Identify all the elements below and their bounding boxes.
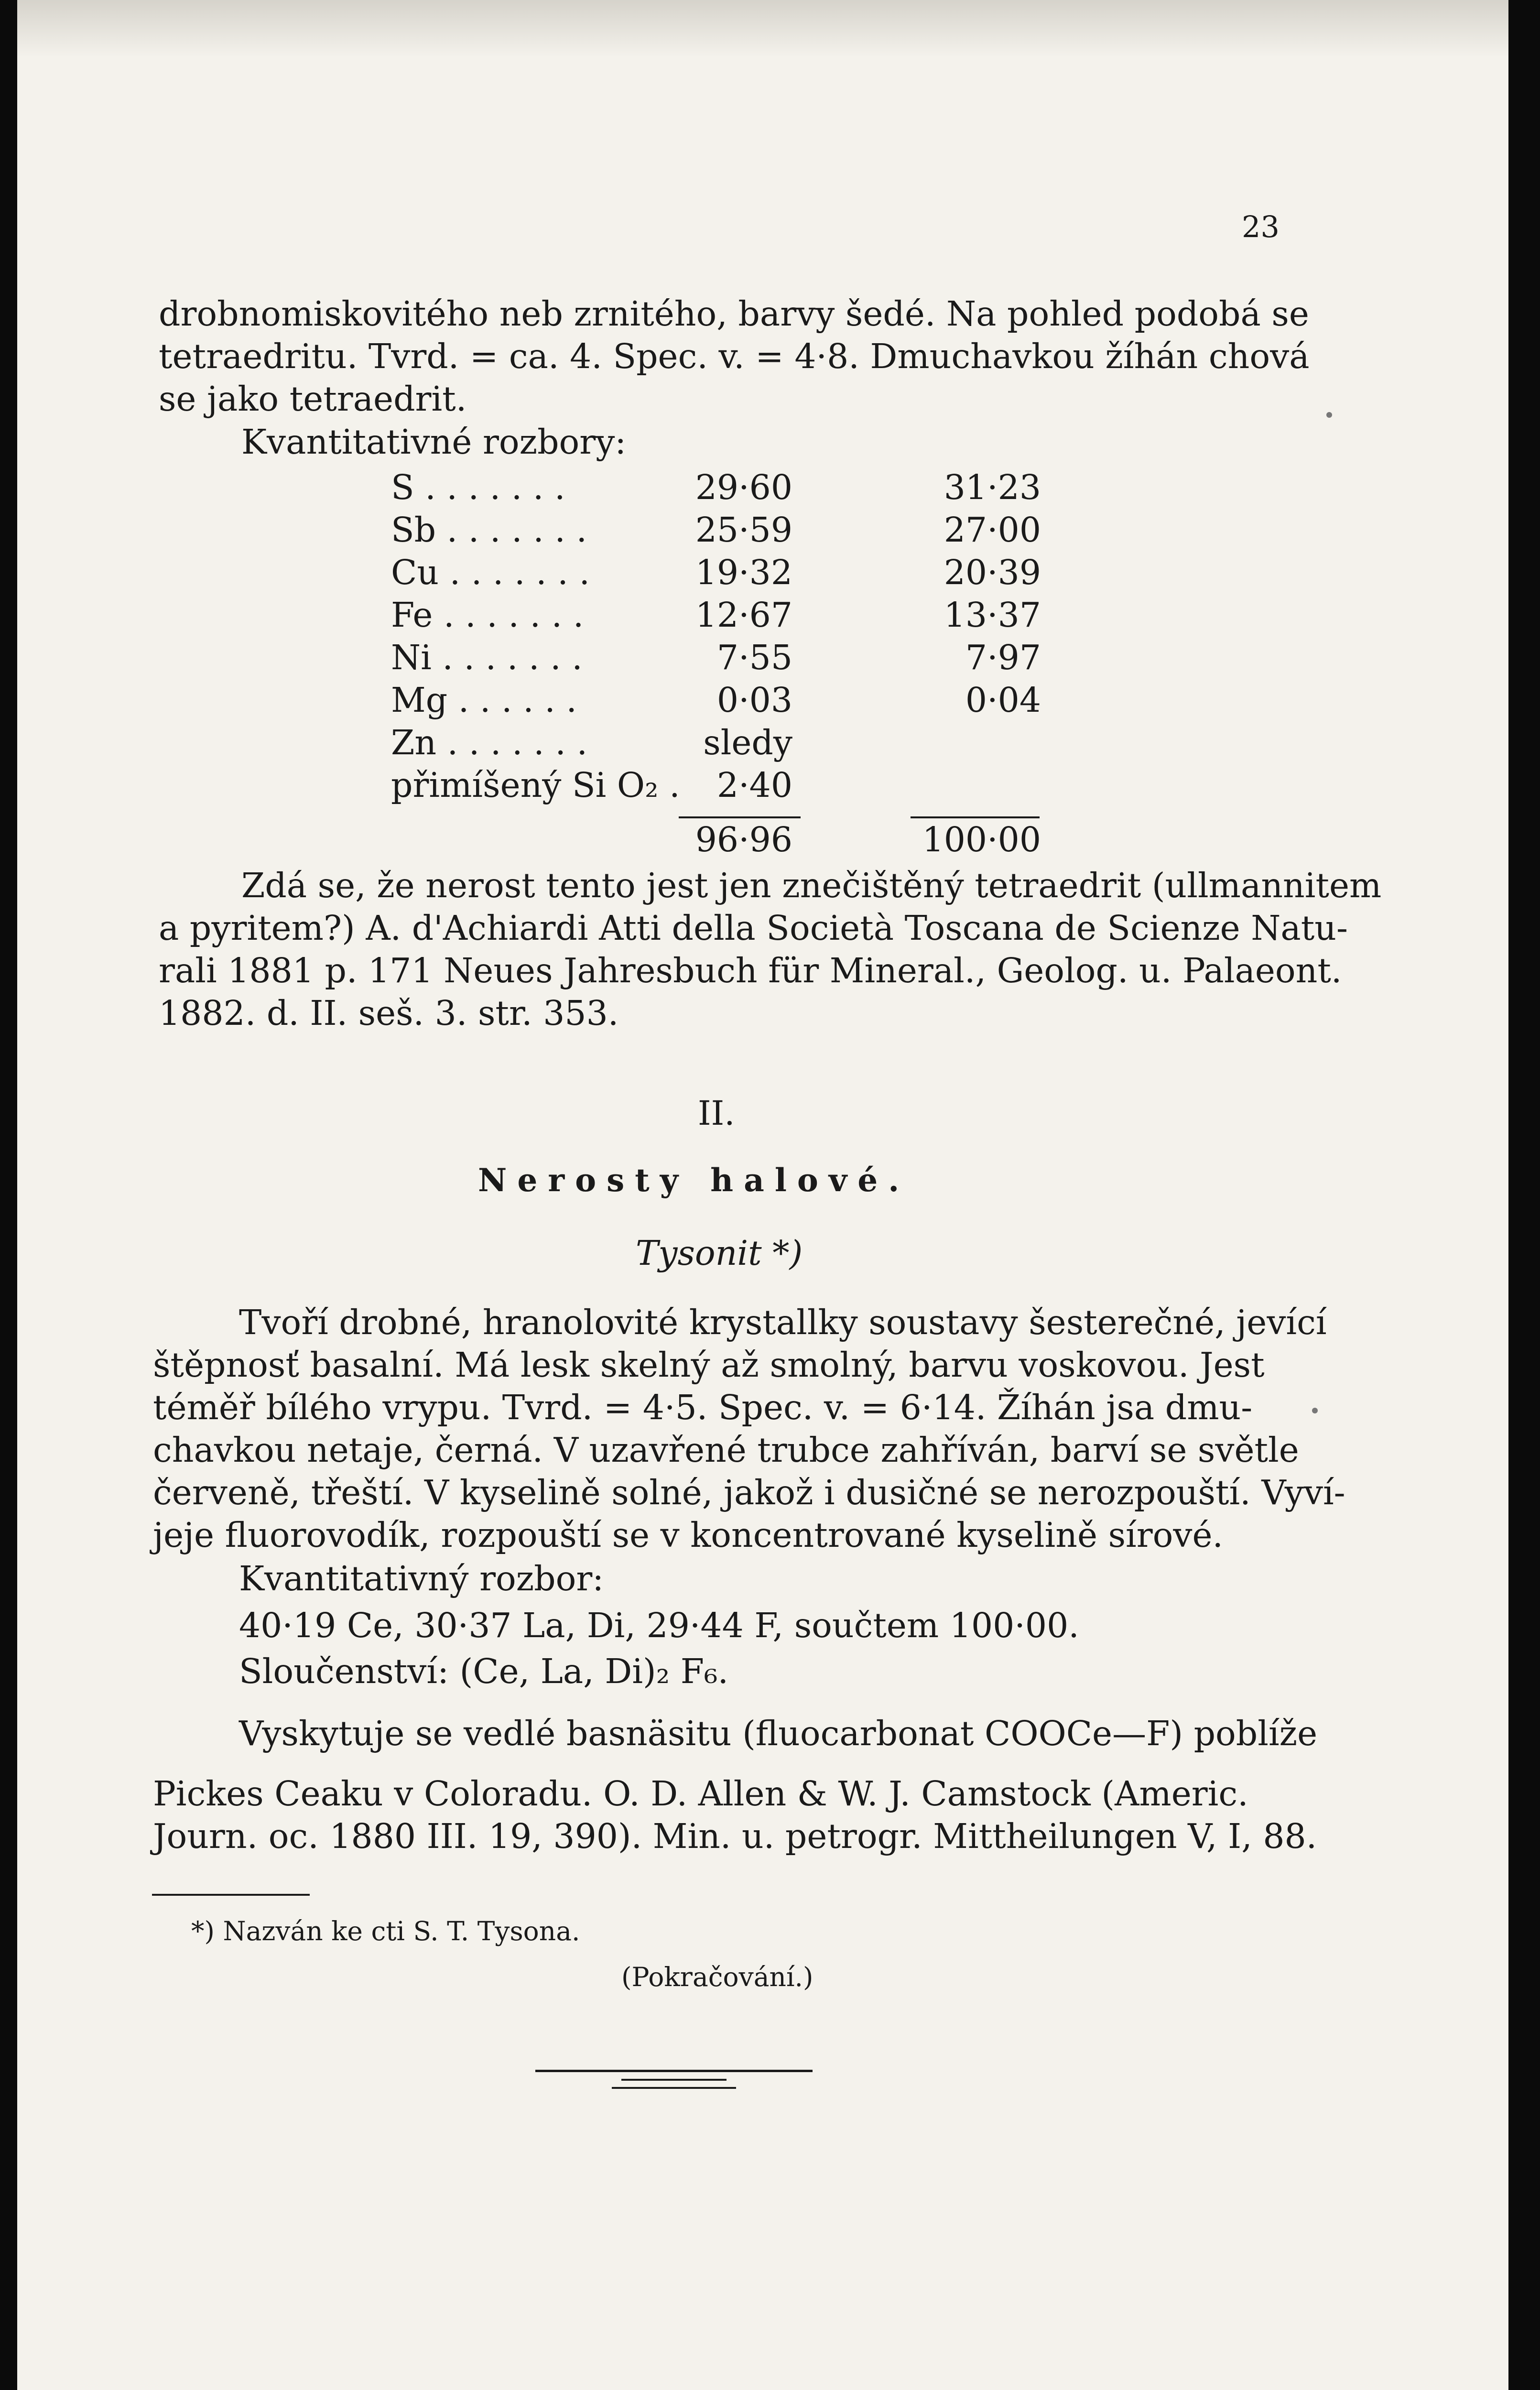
analysis-row (391, 466, 1041, 509)
description-line: chavkou netaje, černá. V uzavřené trubce zahříván, barví se světle (153, 1430, 1299, 1470)
analysis-heading: Kvantitativné rozbory: (241, 422, 627, 462)
note-line: rali 1881 p. 171 Neues Jahresbuch für Mineral., Geolog. u. Palaeont. (159, 951, 1342, 990)
description-line: Tvoří drobné, hranolovité krystallky soustavy šesterečné, jevící (239, 1303, 1327, 1342)
analysis-row (391, 594, 1041, 636)
page-top-shadow (17, 0, 1508, 57)
analysis-row (391, 764, 1041, 806)
note-line: 1882. d. II. seš. 3. str. 353. (159, 993, 619, 1033)
element-name: Mg . . . . . . (391, 680, 577, 720)
element-name: Fe . . . . . . . (391, 595, 584, 635)
note-line: a pyritem?) A. d'Achiardi Atti della Società Toscana de Scienze Natu- (159, 908, 1348, 948)
value-analysis-2: 0·04 (965, 680, 1041, 720)
value-analysis-2: 20·39 (944, 553, 1041, 592)
scan-border (1508, 0, 1540, 2390)
element-name: S . . . . . . . (391, 467, 565, 507)
scan-speck (1312, 1408, 1318, 1413)
analysis-row (391, 509, 1041, 551)
analysis-row (391, 636, 1041, 679)
page-number: 23 (1242, 209, 1280, 244)
analysis-row (391, 551, 1041, 594)
value-analysis-2: 13·37 (944, 595, 1041, 635)
compound-formula: Sloučenství: (Ce, La, Di)₂ F₆. (239, 1651, 729, 1691)
total-analysis-2: 100·00 (922, 820, 1041, 859)
total-analysis-1: 96·96 (695, 820, 792, 859)
element-name: Cu . . . . . . . (391, 553, 590, 592)
analysis-totals-row (391, 818, 1041, 861)
description-line: štěpnosť basalní. Má lesk skelný až smolný, barvu voskovou. Jest (153, 1345, 1265, 1385)
occurrence-line: Vyskytuje se vedlé basnäsitu (fluocarbonat COOCe—F) poblíže (239, 1714, 1318, 1753)
value-analysis-1: 0·03 (716, 680, 792, 720)
value-analysis-1: 7·55 (716, 638, 792, 677)
value-analysis-2: 27·00 (944, 510, 1041, 550)
element-name: přimíšený Si O₂ . (391, 765, 680, 805)
mineral-name: Tysonit *) (636, 1233, 803, 1273)
quant-result: 40·19 Ce, 30·37 La, Di, 29·44 F, součtem 100·00. (239, 1606, 1079, 1645)
element-name: Sb . . . . . . . (391, 510, 587, 550)
value-analysis-1: 2·40 (716, 765, 792, 805)
footnote: *) Nazván ke cti S. T. Tysona. (191, 1916, 580, 1946)
intro-line: tetraedritu. Tvrd. = ca. 4. Spec. v. = 4·8. Dmuchavkou žíhán chová (159, 337, 1310, 376)
occurrence-line: Journ. oc. 1880 III. 19, 390). Min. u. petrogr. Mittheilungen V, I, 88. (153, 1816, 1317, 1856)
end-rule (612, 2087, 736, 2089)
value-analysis-2: 31·23 (944, 467, 1041, 507)
continuation-note: (Pokračování.) (621, 1962, 813, 1992)
scan-speck (1326, 412, 1332, 418)
end-rule (535, 2070, 813, 2072)
value-analysis-1: sledy (703, 723, 792, 762)
section-number: II. (698, 1094, 735, 1133)
footnote-rule (152, 1894, 310, 1896)
intro-line: se jako tetraedrit. (159, 379, 467, 419)
value-analysis-1: 29·60 (695, 467, 792, 507)
description-line: červeně, třeští. V kyselině solné, jakož i dusičné se nerozpouští. Vyví- (153, 1473, 1345, 1512)
analysis-row (391, 679, 1041, 721)
element-name: Zn . . . . . . . (391, 723, 588, 762)
value-analysis-1: 19·32 (695, 553, 792, 592)
value-analysis-2: 7·97 (965, 638, 1041, 677)
intro-line: drobnomiskovitého neb zrnitého, barvy šedé. Na pohled podobá se (159, 294, 1309, 334)
description-line: jeje fluorovodík, rozpouští se v koncentrované kyselině sírové. (153, 1515, 1224, 1555)
occurrence-line: Pickes Ceaku v Coloradu. O. D. Allen & W. J. Camstock (Americ. (153, 1774, 1248, 1814)
value-analysis-1: 12·67 (695, 595, 792, 635)
analysis-row (391, 721, 1041, 764)
end-rule (621, 2079, 727, 2081)
description-line: téměř bílého vrypu. Tvrd. = 4·5. Spec. v. = 6·14. Žíhán jsa dmu- (153, 1388, 1253, 1427)
quant-heading: Kvantitativný rozbor: (239, 1559, 604, 1598)
section-title: Nerosty halové. (478, 1162, 910, 1199)
value-analysis-1: 25·59 (695, 510, 792, 550)
element-name: Ni . . . . . . . (391, 638, 583, 677)
note-line: Zdá se, že nerost tento jest jen znečištěný tetraedrit (ullmannitem (241, 866, 1382, 905)
